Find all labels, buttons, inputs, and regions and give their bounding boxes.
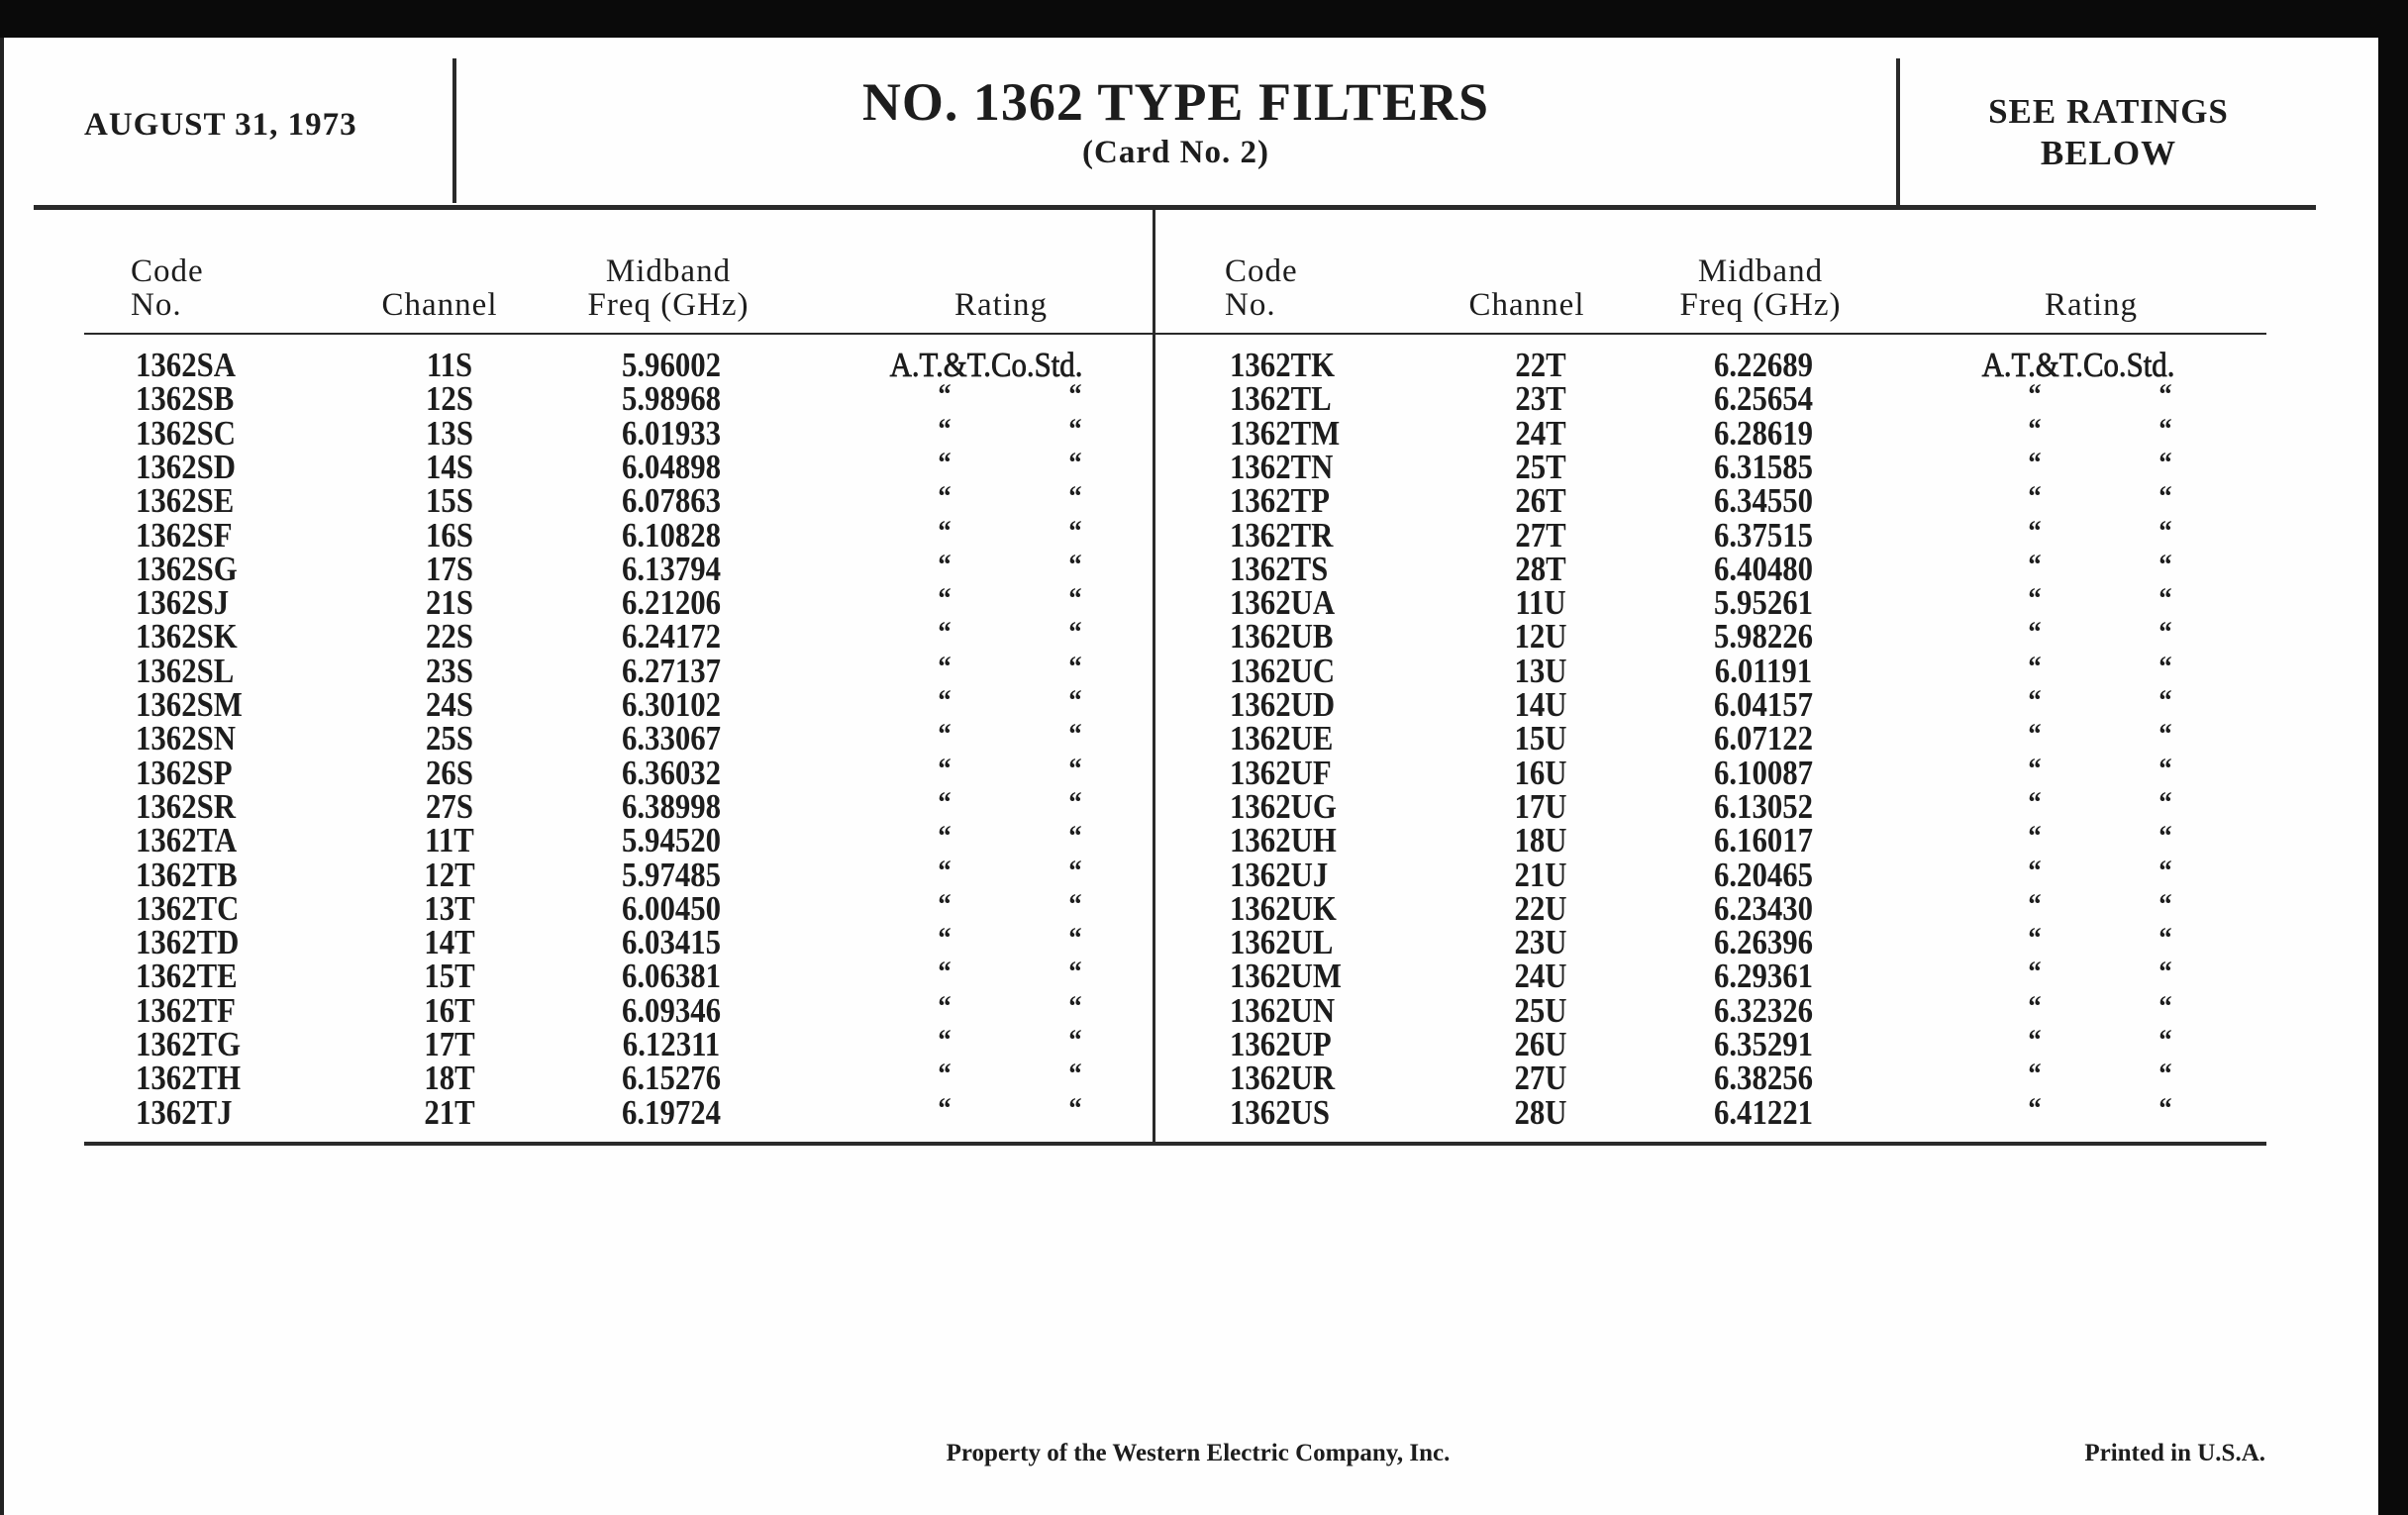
ditto-mark: “ <box>2158 378 2172 412</box>
freq-cell: 6.04157 <box>1713 685 1814 724</box>
ditto-mark: “ <box>1068 1058 1082 1091</box>
scan-top-border <box>0 0 2408 38</box>
ditto-mark: “ <box>2158 412 2172 446</box>
code-cell: 1362UG <box>1230 786 1337 826</box>
freq-cell: 6.33067 <box>621 719 722 758</box>
code-cell: 1362TH <box>136 1059 242 1098</box>
ditto-mark: “ <box>2158 514 2172 548</box>
card-date: AUGUST 31, 1973 <box>84 107 357 143</box>
ditto-mark: “ <box>2028 1024 2042 1057</box>
channel-cell: 16U <box>1514 753 1567 792</box>
channel-cell: 23S <box>426 651 473 690</box>
left-header-freq: Freq (GHz) <box>587 287 750 323</box>
code-cell: 1362SB <box>136 379 235 419</box>
ditto-mark: “ <box>938 922 952 956</box>
right-header-midband: Midband <box>1697 253 1824 289</box>
channel-cell: 12U <box>1514 617 1567 656</box>
code-cell: 1362UB <box>1230 617 1334 656</box>
freq-cell: 6.32326 <box>1713 990 1814 1030</box>
code-cell: 1362SM <box>136 685 243 724</box>
ditto-mark: “ <box>938 684 952 717</box>
ditto-mark: “ <box>938 887 952 921</box>
freq-cell: 6.07863 <box>621 481 722 521</box>
table-bottom-rule <box>84 1142 2266 1146</box>
channel-cell: 21T <box>424 1092 475 1132</box>
ditto-mark: “ <box>2158 989 2172 1023</box>
scan-left-edge <box>0 38 4 1515</box>
ditto-mark: “ <box>2158 1091 2172 1125</box>
ditto-mark: “ <box>1068 616 1082 650</box>
channel-cell: 13T <box>424 888 475 928</box>
freq-cell: 6.20465 <box>1713 855 1814 894</box>
channel-cell: 13U <box>1514 651 1567 690</box>
ratings-note-line1: SEE RATINGS <box>1988 92 2229 131</box>
printed-in: Printed in U.S.A. <box>2084 1440 2265 1466</box>
ditto-mark: “ <box>2028 616 2042 650</box>
ditto-mark: “ <box>2158 752 2172 785</box>
channel-cell: 15T <box>424 957 475 996</box>
ditto-mark: “ <box>1068 922 1082 956</box>
rating-cell: A.T.&T.Co.Std. <box>889 346 1083 384</box>
freq-cell: 6.06381 <box>621 957 722 996</box>
code-cell: 1362SA <box>136 346 236 384</box>
ditto-mark: “ <box>2028 956 2042 989</box>
ditto-mark: “ <box>1068 480 1082 514</box>
code-cell: 1362SE <box>136 481 235 521</box>
ditto-mark: “ <box>1068 1091 1082 1125</box>
code-cell: 1362UR <box>1230 1059 1336 1098</box>
channel-cell: 22T <box>1515 346 1566 384</box>
freq-cell: 6.12311 <box>622 1025 721 1063</box>
freq-cell: 6.40480 <box>1713 549 1814 588</box>
code-cell: 1362SC <box>136 413 236 453</box>
freq-cell: 6.00450 <box>621 888 722 928</box>
ditto-mark: “ <box>1068 887 1082 921</box>
ditto-mark: “ <box>2028 582 2042 616</box>
ditto-mark: “ <box>2028 820 2042 854</box>
freq-cell: 6.13794 <box>621 549 722 588</box>
channel-cell: 12T <box>424 855 475 894</box>
freq-cell: 6.27137 <box>621 651 722 690</box>
ditto-mark: “ <box>1068 548 1082 581</box>
code-cell: 1362TN <box>1230 447 1334 486</box>
left-header-code-no: No. <box>131 287 182 323</box>
ditto-mark: “ <box>938 548 952 581</box>
code-cell: 1362SK <box>136 617 238 656</box>
freq-cell: 5.98968 <box>621 379 722 419</box>
ditto-mark: “ <box>938 718 952 752</box>
code-cell: 1362SD <box>136 447 236 486</box>
ditto-mark: “ <box>938 820 952 854</box>
freq-cell: 6.22689 <box>1713 346 1814 384</box>
channel-cell: 11S <box>426 346 473 384</box>
channel-cell: 28T <box>1515 549 1566 588</box>
property-notice: Property of the Western Electric Company, Inc. <box>946 1440 1451 1466</box>
ditto-mark: “ <box>1068 854 1082 887</box>
ditto-mark: “ <box>1068 378 1082 412</box>
code-cell: 1362UH <box>1230 821 1337 860</box>
ditto-mark: “ <box>938 582 952 616</box>
ditto-mark: “ <box>2028 548 2042 581</box>
ditto-mark: “ <box>1068 684 1082 717</box>
ratings-note <box>1898 91 2319 174</box>
code-cell: 1362UE <box>1230 719 1334 758</box>
freq-cell: 6.04898 <box>621 447 722 486</box>
ditto-mark: “ <box>1068 412 1082 446</box>
freq-cell: 6.25654 <box>1713 379 1814 419</box>
ditto-mark: “ <box>2028 989 2042 1023</box>
code-cell: 1362UP <box>1230 1025 1332 1063</box>
right-header-code: Code <box>1225 253 1298 289</box>
code-cell: 1362UN <box>1230 990 1336 1030</box>
freq-cell: 6.31585 <box>1713 447 1814 486</box>
code-cell: 1362SF <box>136 515 233 555</box>
left-header-channel: Channel <box>381 287 498 323</box>
channel-cell: 22U <box>1514 888 1567 928</box>
ditto-mark: “ <box>938 989 952 1023</box>
card-number: (Card No. 2) <box>1082 135 1269 170</box>
ditto-mark: “ <box>2028 480 2042 514</box>
ditto-mark: “ <box>938 1058 952 1091</box>
ditto-mark: “ <box>938 446 952 479</box>
freq-cell: 6.21206 <box>621 583 722 623</box>
freq-cell: 6.10828 <box>621 515 722 555</box>
freq-cell: 6.41221 <box>1713 1092 1814 1132</box>
left-header-code: Code <box>131 253 204 289</box>
ditto-mark: “ <box>938 616 952 650</box>
ditto-mark: “ <box>2158 684 2172 717</box>
ditto-mark: “ <box>2028 412 2042 446</box>
freq-cell: 6.07122 <box>1713 719 1814 758</box>
freq-cell: 5.94520 <box>621 821 722 860</box>
table-center-divider <box>1153 210 1155 1144</box>
ditto-mark: “ <box>2158 887 2172 921</box>
code-cell: 1362SP <box>136 753 233 792</box>
ditto-mark: “ <box>1068 820 1082 854</box>
header-rule <box>34 205 2316 210</box>
channel-cell: 23T <box>1515 379 1566 419</box>
ditto-mark: “ <box>1068 650 1082 683</box>
ditto-mark: “ <box>2028 1091 2042 1125</box>
freq-cell: 5.96002 <box>621 346 722 384</box>
freq-cell: 6.19724 <box>621 1092 722 1132</box>
freq-cell: 5.98226 <box>1713 617 1814 656</box>
left-header-midband: Midband <box>605 253 732 289</box>
ditto-mark: “ <box>2158 922 2172 956</box>
ditto-mark: “ <box>2158 548 2172 581</box>
right-header-freq: Freq (GHz) <box>1679 287 1842 323</box>
ditto-mark: “ <box>1068 785 1082 819</box>
channel-cell: 27S <box>426 786 473 826</box>
channel-cell: 15U <box>1514 719 1567 758</box>
freq-cell: 6.09346 <box>621 990 722 1030</box>
ditto-mark: “ <box>2158 956 2172 989</box>
freq-cell: 6.30102 <box>621 685 722 724</box>
freq-cell: 6.35291 <box>1713 1025 1814 1063</box>
channel-cell: 18T <box>424 1059 475 1098</box>
ditto-mark: “ <box>2158 785 2172 819</box>
ditto-mark: “ <box>2158 582 2172 616</box>
ditto-mark: “ <box>2028 785 2042 819</box>
code-cell: 1362UM <box>1230 957 1342 996</box>
channel-cell: 13S <box>426 413 473 453</box>
ditto-mark: “ <box>1068 752 1082 785</box>
code-cell: 1362US <box>1230 1092 1330 1132</box>
ditto-mark: “ <box>1068 718 1082 752</box>
code-cell: 1362SR <box>136 786 236 826</box>
ditto-mark: “ <box>2028 378 2042 412</box>
ditto-mark: “ <box>2028 922 2042 956</box>
channel-cell: 17U <box>1514 786 1567 826</box>
code-cell: 1362TK <box>1230 346 1336 384</box>
channel-cell: 25U <box>1514 990 1567 1030</box>
freq-cell: 6.34550 <box>1713 481 1814 521</box>
code-cell: 1362TS <box>1230 549 1329 588</box>
channel-cell: 17S <box>426 549 473 588</box>
code-cell: 1362TP <box>1230 481 1330 521</box>
ditto-mark: “ <box>2028 684 2042 717</box>
freq-cell: 6.15276 <box>621 1059 722 1098</box>
freq-cell: 6.10087 <box>1713 753 1814 792</box>
ditto-mark: “ <box>938 854 952 887</box>
ditto-mark: “ <box>938 1024 952 1057</box>
freq-cell: 6.38998 <box>621 786 722 826</box>
right-header-code-no: No. <box>1225 287 1276 323</box>
ditto-mark: “ <box>2158 1058 2172 1091</box>
channel-cell: 26U <box>1514 1025 1567 1063</box>
channel-cell: 15S <box>426 481 473 521</box>
ditto-mark: “ <box>2158 854 2172 887</box>
ditto-mark: “ <box>938 650 952 683</box>
channel-cell: 21S <box>426 583 473 623</box>
channel-cell: 12S <box>426 379 473 419</box>
ditto-mark: “ <box>2028 854 2042 887</box>
code-cell: 1362TG <box>136 1025 242 1063</box>
ditto-mark: “ <box>2028 718 2042 752</box>
scan-right-border <box>2378 0 2408 1515</box>
code-cell: 1362TE <box>136 957 238 996</box>
freq-cell: 6.16017 <box>1713 821 1814 860</box>
ditto-mark: “ <box>1068 1024 1082 1057</box>
ditto-mark: “ <box>938 785 952 819</box>
freq-cell: 6.23430 <box>1713 888 1814 928</box>
code-cell: 1362TC <box>136 888 240 928</box>
channel-cell: 14U <box>1514 685 1567 724</box>
ditto-mark: “ <box>2158 820 2172 854</box>
ditto-mark: “ <box>938 514 952 548</box>
channel-cell: 23U <box>1514 923 1567 962</box>
freq-cell: 6.03415 <box>621 923 722 962</box>
channel-cell: 24S <box>426 685 473 724</box>
freq-cell: 5.95261 <box>1713 583 1814 623</box>
ditto-mark: “ <box>2158 446 2172 479</box>
freq-cell: 6.29361 <box>1713 957 1814 996</box>
code-cell: 1362TL <box>1230 379 1332 419</box>
channel-cell: 11U <box>1515 583 1566 623</box>
freq-cell: 6.24172 <box>621 617 722 656</box>
channel-cell: 27T <box>1515 515 1566 555</box>
code-cell: 1362TR <box>1230 515 1334 555</box>
code-cell: 1362TF <box>136 990 236 1030</box>
channel-cell: 24U <box>1514 957 1567 996</box>
channel-cell: 11T <box>425 821 474 860</box>
channel-cell: 28U <box>1514 1092 1567 1132</box>
freq-cell: 6.13052 <box>1713 786 1814 826</box>
code-cell: 1362TM <box>1230 413 1341 453</box>
freq-cell: 6.36032 <box>621 753 722 792</box>
code-cell: 1362UC <box>1230 651 1336 690</box>
code-cell: 1362TD <box>136 923 240 962</box>
channel-cell: 21U <box>1514 855 1567 894</box>
code-cell: 1362SL <box>136 651 235 690</box>
code-cell: 1362UK <box>1230 888 1337 928</box>
ditto-mark: “ <box>2158 480 2172 514</box>
freq-cell: 6.01191 <box>1714 651 1813 690</box>
ditto-mark: “ <box>938 752 952 785</box>
channel-cell: 14T <box>424 923 475 962</box>
ditto-mark: “ <box>1068 514 1082 548</box>
code-cell: 1362TJ <box>136 1092 233 1132</box>
code-cell: 1362TB <box>136 855 238 894</box>
ditto-mark: “ <box>2158 1024 2172 1057</box>
ditto-mark: “ <box>1068 582 1082 616</box>
channel-cell: 18U <box>1514 821 1567 860</box>
channel-cell: 14S <box>426 447 473 486</box>
code-cell: 1362TA <box>136 821 238 860</box>
ditto-mark: “ <box>2028 887 2042 921</box>
channel-cell: 25S <box>426 719 473 758</box>
ditto-mark: “ <box>938 1091 952 1125</box>
left-header-rating: Rating <box>954 287 1048 323</box>
code-cell: 1362SG <box>136 549 238 588</box>
code-cell: 1362UL <box>1230 923 1334 962</box>
code-cell: 1362SN <box>136 719 236 758</box>
code-cell: 1362UA <box>1230 583 1336 623</box>
ditto-mark: “ <box>1068 989 1082 1023</box>
ditto-mark: “ <box>1068 446 1082 479</box>
ditto-mark: “ <box>2158 718 2172 752</box>
ditto-mark: “ <box>2028 1058 2042 1091</box>
channel-cell: 26T <box>1515 481 1566 521</box>
rating-cell: A.T.&T.Co.Std. <box>1981 346 2175 384</box>
ditto-mark: “ <box>938 412 952 446</box>
channel-cell: 24T <box>1515 413 1566 453</box>
ditto-mark: “ <box>1068 956 1082 989</box>
right-header-rating: Rating <box>2045 287 2138 323</box>
channel-cell: 22S <box>426 617 473 656</box>
code-cell: 1362UF <box>1230 753 1332 792</box>
ditto-mark: “ <box>938 956 952 989</box>
ditto-mark: “ <box>2158 616 2172 650</box>
channel-cell: 16T <box>424 990 475 1030</box>
channel-cell: 27U <box>1514 1059 1567 1098</box>
code-cell: 1362UJ <box>1230 855 1329 894</box>
freq-cell: 6.01933 <box>621 413 722 453</box>
code-cell: 1362UD <box>1230 685 1336 724</box>
ditto-mark: “ <box>2028 514 2042 548</box>
channel-cell: 25T <box>1515 447 1566 486</box>
column-header-rule <box>84 333 2266 335</box>
channel-cell: 17T <box>424 1025 475 1063</box>
right-header-channel: Channel <box>1468 287 1585 323</box>
freq-cell: 6.26396 <box>1713 923 1814 962</box>
channel-cell: 16S <box>426 515 473 555</box>
freq-cell: 6.28619 <box>1713 413 1814 453</box>
ditto-mark: “ <box>2028 446 2042 479</box>
ditto-mark: “ <box>2028 752 2042 785</box>
freq-cell: 6.37515 <box>1713 515 1814 555</box>
ditto-mark: “ <box>938 480 952 514</box>
freq-cell: 5.97485 <box>621 855 722 894</box>
filter-card <box>4 38 2378 1515</box>
ditto-mark: “ <box>2158 650 2172 683</box>
page-title: NO. 1362 TYPE FILTERS <box>861 72 1490 132</box>
ditto-mark: “ <box>2028 650 2042 683</box>
ditto-mark: “ <box>938 378 952 412</box>
channel-cell: 26S <box>426 753 473 792</box>
freq-cell: 6.38256 <box>1713 1059 1814 1098</box>
code-cell: 1362SJ <box>136 583 230 623</box>
ratings-note-line2: BELOW <box>2040 134 2177 172</box>
